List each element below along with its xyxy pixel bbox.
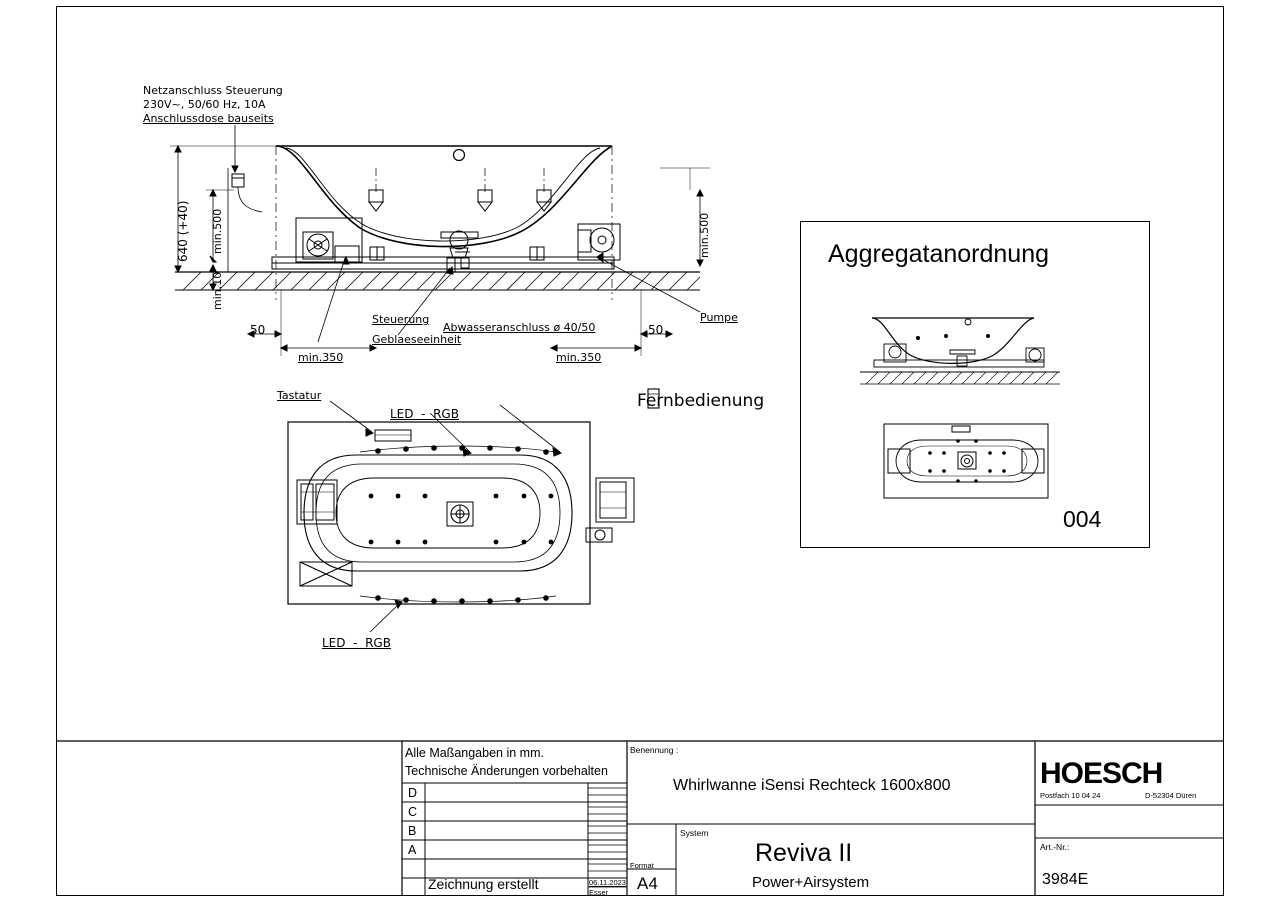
system-label: System — [680, 828, 709, 838]
annotation-steuerung: Steuerung — [372, 313, 430, 326]
aggregate-panel-title: Aggregatanordnung — [828, 240, 1050, 268]
drawing-created-label: Zeichnung erstellt — [428, 876, 539, 892]
revision-row-a: A — [408, 843, 417, 857]
annotation-pumpe: Pumpe — [700, 311, 738, 324]
dimension-min350-left: min.350 — [298, 351, 344, 364]
art-nr-value: 3984E — [1042, 871, 1089, 888]
system-name: Reviva II — [755, 839, 853, 867]
dimension-50-left: 50 — [250, 323, 266, 337]
annotation-power-line3: Anschlussdose bauseits — [143, 112, 274, 125]
aggregate-panel-number: 004 — [1063, 506, 1102, 532]
revision-row-b: B — [408, 824, 417, 838]
annotation-led-rgb-bottom: LED - RGB — [322, 636, 391, 650]
notes-line-1: Alle Maßangaben in mm. — [405, 746, 544, 760]
format-label: Format — [630, 861, 654, 870]
brand-logo: HOESCH — [1040, 757, 1163, 790]
annotation-tastatur: Tastatur — [277, 389, 322, 402]
brand-address-1: Postfach 10 04 24 — [1040, 791, 1101, 800]
system-subtitle: Power+Airsystem — [752, 874, 870, 891]
dimension-height-total: 640 (+40) — [176, 200, 190, 262]
dimension-50-right: 50 — [648, 323, 664, 337]
aggregate-panel — [800, 221, 1150, 548]
drawing-created-date: 06.11.2023 — [589, 878, 626, 887]
art-nr-label: Art.-Nr.: — [1040, 842, 1070, 852]
annotation-geblaeseeinheit: Geblaeseeinheit — [372, 333, 462, 346]
annotation-power-line1: Netzanschluss Steuerung — [143, 84, 283, 97]
annotation-led-rgb-top: LED - RGB — [390, 407, 459, 421]
annotation-abwasseranschluss: Abwasseranschluss ø 40/50 — [443, 321, 596, 334]
notes-line-2: Technische Änderungen vorbehalten — [405, 764, 608, 778]
drawing-title: Whirlwanne iSensi Rechteck 1600x800 — [673, 777, 951, 794]
dimension-min500-left: min.500 — [211, 208, 224, 254]
benennung-label: Benennung : — [630, 745, 679, 755]
revision-row-d: D — [408, 786, 418, 800]
drawing-created-by: Esser — [589, 888, 609, 897]
dimension-min10: min.10 — [211, 271, 224, 310]
annotation-power-line2: 230V~, 50/60 Hz, 10A — [143, 98, 266, 111]
dimension-min500-right: min.500 — [698, 212, 711, 258]
annotation-fernbedienung: Fernbedienung — [637, 391, 765, 411]
dimension-min350-right: min.350 — [556, 351, 602, 364]
format-value: A4 — [637, 874, 658, 893]
brand-address-2: D-52304 Düren — [1145, 791, 1197, 800]
revision-row-c: C — [408, 805, 418, 819]
